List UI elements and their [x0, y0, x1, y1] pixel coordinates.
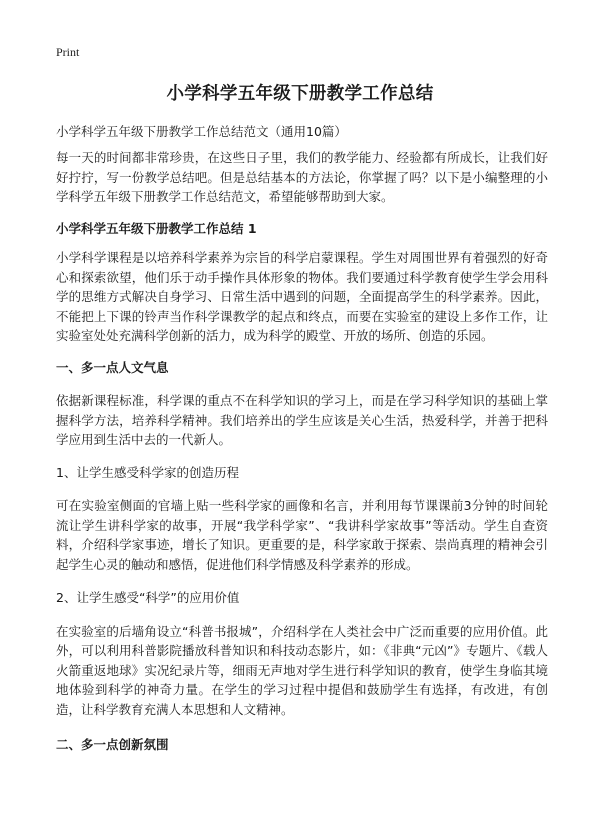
subheading-science-value: 2、让学生感受“科学”的应用价值 [56, 590, 240, 605]
science-value-paragraph: 在实验室的后墙角设立“科普书报城”，介绍科学在人类社会中广泛而重要的应用价值。此外，可以利用科普影院播放科普知识和科技动态影片，如：《非典“元凶”》专题片、《载人火箭重返地球》实况纪录片等，细雨无声地对学生进行科学知识的教育，使学生身临其境地体验到科学的神奇力量。在学生的学习过程中提倡和鼓励学生有选择，有改进，有创造，让科学教育充满人本思想和人文精神。 [56, 623, 548, 717]
section-heading-summary-1: 小学科学五年级下册教学工作总结 1 [56, 220, 257, 236]
document-body [56, 148, 548, 770]
section-heading-humanities: 一、多一点人文气息 [56, 359, 169, 375]
intro-paragraph: 每一天的时间都非常珍贵，在这些日子里，我们的教学能力、经验都有所成长，让我们好好拧拧，写一份教学总结吧。但是总结基本的方法论，你掌握了吗？以下是小编整理的小学科学五年级下册教学工作总结范文，希望能够帮助到大家。 [56, 150, 548, 204]
print-link[interactable]: Print [56, 45, 80, 59]
page-title: 小学科学五年级下册教学工作总结 [166, 84, 434, 104]
subheading-scientist-history: 1、让学生感受科学家的创造历程 [56, 464, 239, 480]
document-subtitle: 小学科学五年级下册教学工作总结范文（通用10篇） [56, 124, 347, 139]
section-heading-innovation: 二、多一点创新氛围 [56, 737, 169, 752]
humanities-paragraph: 依据新课程标准，科学课的重点不在科学知识的学习上，而是在学习科学知识的基础上掌握科学方法，培养科学精神。我们培养出的学生应该是关心生活，热爱科学，并善于把科学应用到生活中去的一代新人。 [56, 393, 548, 447]
scientist-history-paragraph: 可在实验室侧面的官墙上贴一些科学家的画像和名言，并利用每节课课前3分钟的时间轮流让学生讲科学家的故事，开展“我学科学家”、“我讲科学家故事”等活动。学生自查资料，介绍科学家事迹，增长了知识。更重要的是，科学家敢于探索、崇尚真理的精神会引起学生心灵的触动和感悟，促进他们科学情感及科学素养的形成。 [56, 498, 548, 572]
summary-1-paragraph: 小学科学课程是以培养科学素养为宗旨的科学启蒙课程。学生对周围世界有着强烈的好奇心和探索欲望，他们乐于动手操作具体形象的物体。我们要通过科学教育使学生学会用科学的思维方式解决自身学习、日常生活中遇到的问题，全面提高学生的科学素养。因此，不能把上下课的铃声当作科学课教学的起点和终点，而要在实验室的建设上多作工作，让实验室处处充满科学创新的活力，成为科学的殿堂、开放的场所、创造的乐园。 [56, 250, 548, 343]
